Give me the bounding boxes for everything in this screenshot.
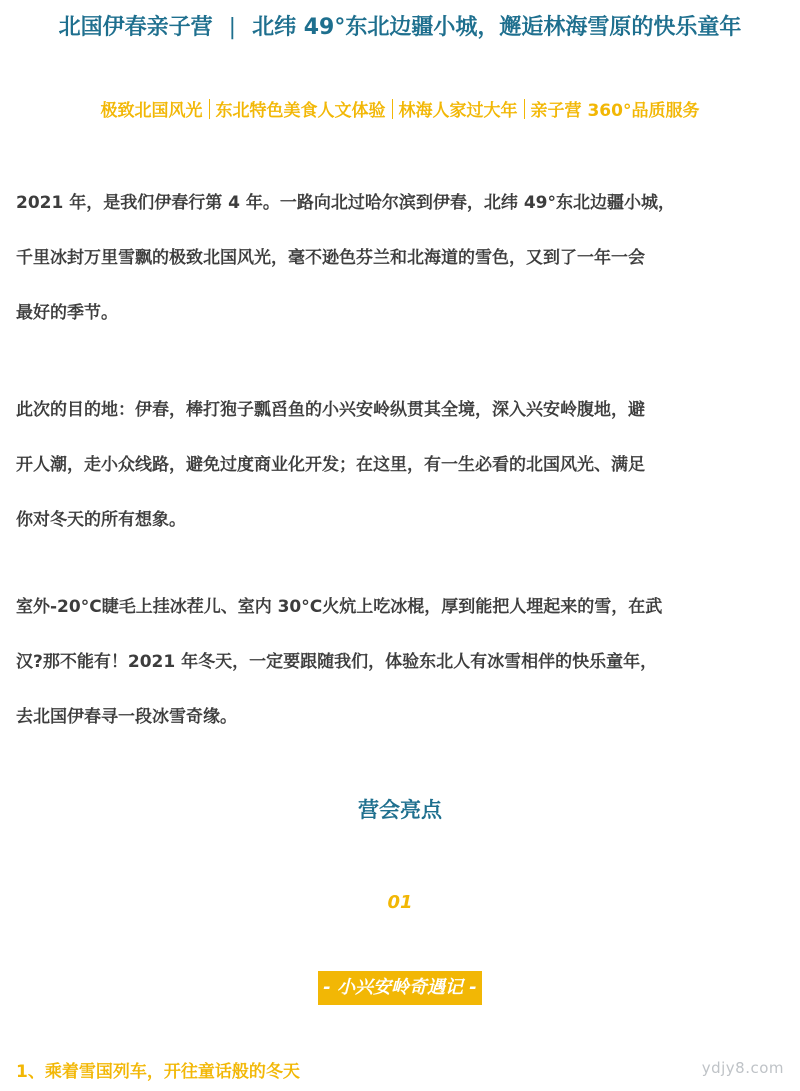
title-separator: | bbox=[228, 15, 237, 40]
section-number: 01 bbox=[387, 892, 413, 913]
paragraph-line: 去北国伊春寻一段冰雪奇缘。 bbox=[16, 707, 237, 727]
tagline-divider bbox=[392, 99, 393, 119]
destination-paragraph bbox=[16, 383, 786, 548]
paragraph-line: 你对冬天的所有想象。 bbox=[16, 510, 186, 530]
article-title bbox=[0, 10, 800, 46]
tagline-divider bbox=[524, 99, 525, 119]
section-banner: - 小兴安岭奇遇记 - bbox=[318, 971, 481, 1005]
paragraph-line: 最好的季节。 bbox=[16, 303, 118, 323]
title-left: 北国伊春亲子营 bbox=[58, 15, 213, 40]
tagline-item: 东北特色美食人文体验 bbox=[215, 101, 386, 121]
tagline-divider bbox=[209, 99, 210, 119]
paragraph-line: 室外-20°C睫毛上挂冰茬儿、室内 30°C火炕上吃冰棍，厚到能把人埋起来的雪，在武 bbox=[16, 597, 663, 617]
section-heading: 营会亮点 bbox=[358, 798, 442, 822]
paragraph-line: 开人潮，走小众线路，避免过度商业化开发；在这里，有一生必看的北国风光、满足 bbox=[16, 455, 645, 475]
title-right: 北纬 49°东北边疆小城，邂逅林海雪原的快乐童年 bbox=[252, 15, 742, 40]
paragraph-line: 千里冰封万里雪飘的极致北国风光，毫不逊色芬兰和北海道的雪色，又到了一年一会 bbox=[16, 248, 645, 268]
invitation-paragraph bbox=[16, 580, 786, 745]
paragraph-line: 此次的目的地：伊春，棒打狍子瓢舀鱼的小兴安岭纵贯其全境，深入兴安岭腹地，避 bbox=[16, 400, 645, 420]
tagline-item: 极致北国风光 bbox=[100, 101, 203, 121]
paragraph-line: 汉?那不能有！2021 年冬天，一定要跟随我们，体验东北人有冰雪相伴的快乐童年， bbox=[16, 652, 658, 672]
site-watermark: ydjy8.com bbox=[701, 1059, 784, 1077]
intro-paragraph bbox=[16, 176, 786, 341]
feature-tagline bbox=[0, 96, 800, 126]
section-banner-row bbox=[0, 971, 800, 1005]
tagline-item: 林海人家过大年 bbox=[398, 101, 518, 121]
highlight-item-heading: 1、乘着雪国列车，开往童话般的冬天 bbox=[16, 1062, 300, 1082]
tagline-item: 亲子营 360°品质服务 bbox=[530, 101, 700, 121]
paragraph-line: 2021 年，是我们伊春行第 4 年。一路向北过哈尔滨到伊春，北纬 49°东北边疆小城， bbox=[16, 193, 675, 213]
